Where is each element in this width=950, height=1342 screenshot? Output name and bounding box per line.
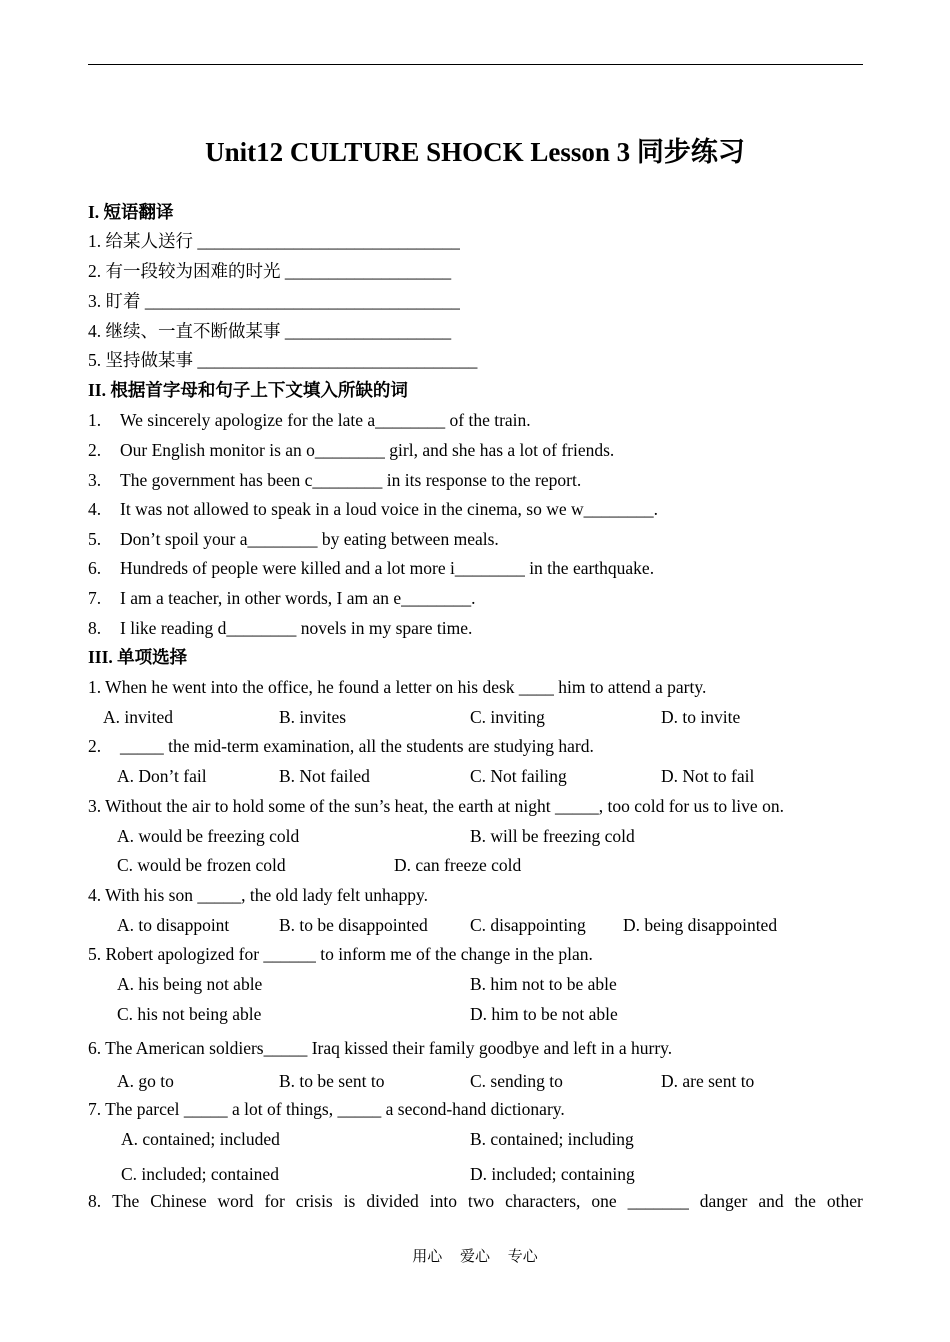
- question-5-option-c: C. his not being able: [117, 1004, 262, 1024]
- fill-item-text: The government has been c________ in its response to the report.: [120, 470, 582, 490]
- phrase-item-1: 1. 给某人送行 ______________________________: [88, 231, 460, 251]
- fill-item-number: 5.: [88, 529, 102, 549]
- fill-item-text: It was not allowed to speak in a loud voice in the cinema, so we w________.: [120, 499, 659, 519]
- question-2-option-b: B. Not failed: [279, 766, 370, 786]
- q8-word: Chinese: [150, 1191, 207, 1211]
- fill-item-number: 7.: [88, 588, 102, 608]
- fill-item-5: [88, 528, 499, 550]
- question-3-option-d: D. can freeze cold: [394, 855, 522, 875]
- q8-word: and: [758, 1191, 784, 1211]
- q8-word: into: [429, 1191, 457, 1211]
- fill-item-6: [88, 557, 654, 579]
- phrase-item-5: 5. 坚持做某事 ________________________________: [88, 350, 478, 370]
- question-5-option-a: A. his being not able: [117, 974, 263, 994]
- q8-word: crisis: [295, 1191, 333, 1211]
- question-1-option-a: A. invited: [103, 707, 173, 727]
- question-2-number: 2.: [88, 736, 102, 756]
- fill-item-8: [88, 617, 472, 639]
- question-1-option-d: D. to invite: [661, 707, 741, 727]
- question-6-option-d: D. are sent to: [661, 1071, 755, 1091]
- fill-item-1: [88, 409, 531, 431]
- question-7-option-d: D. included; containing: [470, 1164, 635, 1184]
- fill-item-text: We sincerely apologize for the late a________ of the train.: [120, 410, 531, 430]
- q8-blank: _______: [627, 1191, 689, 1211]
- fill-item-3: [88, 469, 581, 491]
- phrase-item-2: 2. 有一段较为困难的时光 ___________________: [88, 261, 452, 281]
- fill-item-7: [88, 587, 476, 609]
- phrase-item-4: 4. 继续、一直不断做某事 ___________________: [88, 321, 452, 341]
- question-5-stem: 5. Robert apologized for ______ to inform me of the change in the plan.: [88, 944, 593, 964]
- footer-text-1: 用心: [412, 1249, 443, 1265]
- fill-item-number: 4.: [88, 499, 102, 519]
- question-7-option-a: A. contained; included: [121, 1129, 280, 1149]
- question-6-option-b: B. to be sent to: [279, 1071, 385, 1091]
- question-1-stem: 1. When he went into the office, he found a letter on his desk ____ him to attend a party.: [88, 677, 707, 697]
- question-1-option-b: B. invites: [279, 707, 347, 727]
- fill-item-text: I am a teacher, in other words, I am an e________.: [120, 588, 476, 608]
- section-3-heading: III. 单项选择: [88, 647, 188, 667]
- fill-item-2: [88, 439, 614, 461]
- fill-item-number: 8.: [88, 618, 102, 638]
- footer-text-2: 爱心: [459, 1249, 490, 1265]
- q8-word: danger: [699, 1191, 748, 1211]
- header-rule: [88, 64, 863, 65]
- page-footer: [0, 1247, 950, 1267]
- question-7-stem: 7. The parcel _____ a lot of things, _____ a second-hand dictionary.: [88, 1099, 565, 1119]
- question-6-stem: 6. The American soldiers_____ Iraq kissed their family goodbye and left in a hurry.: [88, 1038, 673, 1058]
- question-4-option-d: D. being disappointed: [623, 915, 778, 935]
- section-1-heading: I. 短语翻译: [88, 202, 174, 222]
- fill-item-text: I like reading d________ novels in my spare time.: [120, 618, 473, 638]
- question-2-option-d: D. Not to fail: [661, 766, 755, 786]
- question-6-option-a: A. go to: [117, 1071, 174, 1091]
- fill-item-number: 2.: [88, 440, 102, 460]
- question-5-option-d: D. him to be not able: [470, 1004, 618, 1024]
- question-4-option-c: C. disappointing: [470, 915, 586, 935]
- footer-text-3: 专心: [507, 1249, 538, 1265]
- question-2-option-c: C. Not failing: [470, 766, 567, 786]
- q8-word: two: [467, 1191, 495, 1211]
- q8-word: word: [217, 1191, 254, 1211]
- q8-word: characters,: [505, 1191, 581, 1211]
- question-8-stem: [88, 1190, 863, 1212]
- q8-word: is: [343, 1191, 356, 1211]
- fill-item-number: 1.: [88, 410, 102, 430]
- section-2-heading: II. 根据首字母和句子上下文填入所缺的词: [88, 380, 408, 400]
- question-2-option-a: A. Don’t fail: [117, 766, 207, 786]
- fill-item-text: Don’t spoil your a________ by eating between meals.: [120, 529, 499, 549]
- question-5-option-b: B. him not to be able: [470, 974, 617, 994]
- question-7-option-b: B. contained; including: [470, 1129, 634, 1149]
- phrase-item-3: 3. 盯着 ____________________________________: [88, 291, 460, 311]
- q8-word: The: [112, 1191, 140, 1211]
- fill-item-4: [88, 498, 658, 520]
- question-1-option-c: C. inviting: [470, 707, 545, 727]
- q8-word: other: [826, 1191, 863, 1211]
- question-6-option-c: C. sending to: [470, 1071, 563, 1091]
- question-4-stem: 4. With his son _____, the old lady felt unhappy.: [88, 885, 429, 905]
- q8-word: the: [794, 1191, 816, 1211]
- question-7-option-c: C. included; contained: [121, 1164, 279, 1184]
- question-2-text: _____ the mid-term examination, all the students are studying hard.: [120, 736, 594, 756]
- fill-item-text: Our English monitor is an o________ girl, and she has a lot of friends.: [120, 440, 615, 460]
- q8-word: one: [591, 1191, 617, 1211]
- fill-item-text: Hundreds of people were killed and a lot more i________ in the earthquake.: [120, 558, 655, 578]
- q8-word: for: [264, 1191, 285, 1211]
- question-3-stem: 3. Without the air to hold some of the sun’s heat, the earth at night _____, too cold for us to live on.: [88, 796, 784, 816]
- q8-word: 8.: [88, 1191, 102, 1211]
- page-title: Unit12 CULTURE SHOCK Lesson 3 同步练习: [205, 137, 745, 167]
- fill-item-number: 6.: [88, 558, 102, 578]
- fill-item-number: 3.: [88, 470, 102, 490]
- question-2-stem: [88, 735, 594, 757]
- question-4-option-b: B. to be disappointed: [279, 915, 428, 935]
- question-3-option-c: C. would be frozen cold: [117, 855, 286, 875]
- q8-word: divided: [366, 1191, 419, 1211]
- question-3-option-a: A. would be freezing cold: [117, 826, 300, 846]
- question-4-option-a: A. to disappoint: [117, 915, 230, 935]
- question-3-option-b: B. will be freezing cold: [470, 826, 635, 846]
